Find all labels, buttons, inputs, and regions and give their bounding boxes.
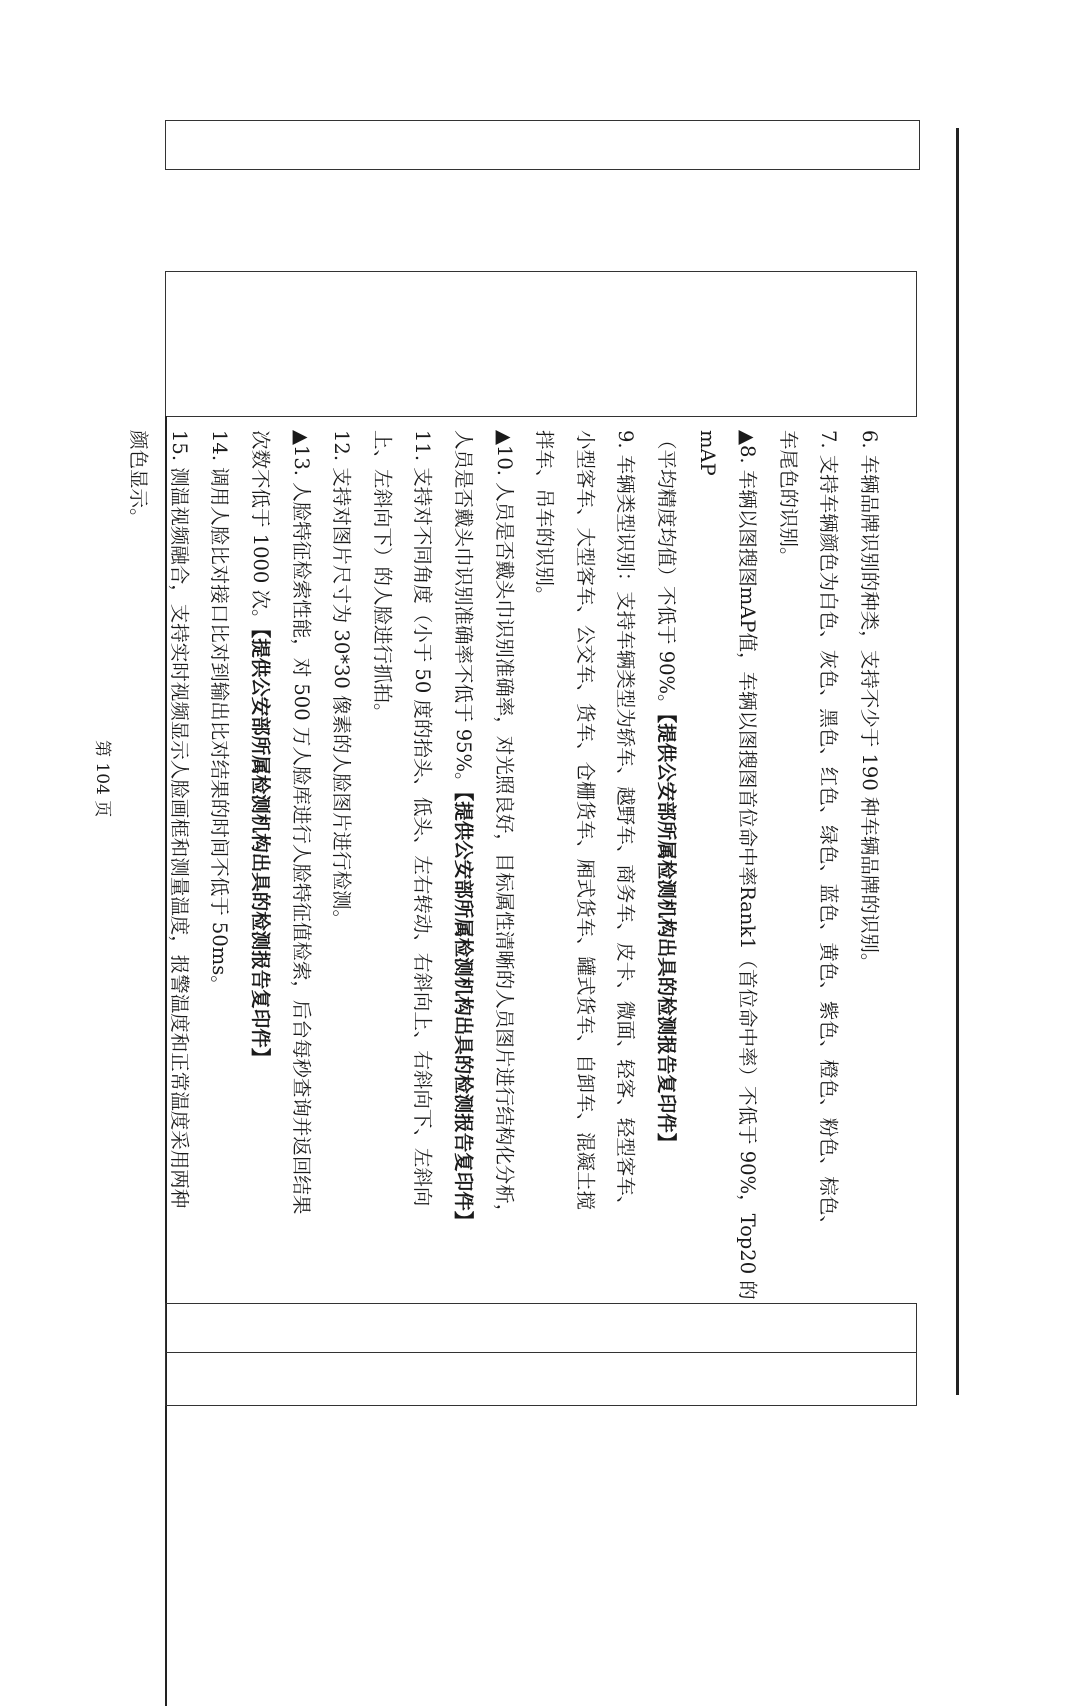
requirements-list	[127, 424, 895, 1314]
right-edge-rule	[956, 128, 959, 1395]
evidence-requirement: 【提供公安部所属检测机构出具的检测报告复印件】	[452, 791, 476, 1231]
evidence-requirement: 【提供公安部所属检测机构出具的检测报告复印件】	[655, 713, 679, 1153]
upper-empty-box	[165, 271, 917, 417]
requirement-line: 6. 车辆品牌识别的种类，支持不少于 190 种车辆品牌的识别。	[858, 430, 881, 973]
requirement-line	[645, 430, 686, 1308]
requirement-text: （平均精度均值）不低于 90%。	[655, 430, 679, 714]
requirement-line: 拌车、吊车的识别。	[533, 430, 557, 606]
requirement-line: 上、左斜向下）的人脸进行抓拍。	[370, 430, 394, 723]
page-number-text: 第 104 页	[92, 740, 112, 818]
evidence-requirement: 【提供公安部所属检测机构出具的检测报告复印件】	[249, 628, 273, 1068]
requirement-line: ▲13. 人脸特征检索性能，对 500 万人脸库进行人脸特征值检索，后台每秒查询并返回结果	[289, 430, 313, 1215]
requirement-text: 次数不低于 1000 次。	[249, 430, 273, 629]
requirement-line	[240, 430, 281, 1308]
requirement-line: 7. 支持车辆颜色为白色、灰色、黑色、红色、绿色、蓝色、黄色、紫色、橙色、粉色、棕色、	[817, 430, 841, 1235]
page-number	[82, 740, 122, 840]
requirement-line: 11. 支持对不同角度（小于 50 度的抬头、低头、左右转动、右斜向上、右斜向下、左斜向	[411, 430, 435, 1207]
requirement-line: 车尾色的识别。	[776, 430, 800, 567]
top-header-box	[165, 120, 920, 170]
rotated-text-column	[127, 424, 895, 1314]
requirement-line	[442, 430, 483, 1308]
requirement-line: 9. 车辆类型识别：支持车辆类型为轿车、越野车、商务车、皮卡、微面、轻客、轻型客车、	[614, 430, 638, 1216]
requirement-line: ▲8. 车辆以图搜图mAP值，车辆以图搜图首位命中率Rank1（首位命中率）不低于 90%，Top20 的mAP	[695, 430, 760, 1300]
requirement-text: 人员是否戴头巾识别准确率不低于 95%。	[452, 430, 476, 792]
requirement-line: ▲10. 人员是否戴头巾识别准确率，对光照良好，目标属性清晰的人员图片进行结构化分析，	[492, 430, 516, 1224]
requirement-line: 颜色显示。	[127, 430, 151, 528]
lower-table-box-2	[165, 1352, 917, 1406]
requirement-line: 小型客车、大型客车、公交车、货车、仓栅货车、厢式货车、罐式货车、自卸车、混凝土搅	[573, 430, 597, 1211]
requirement-line: 15. 测温视频融合，支持实时视频显示人脸画框和测量温度，报警温度和正常温度采用两种	[167, 430, 191, 1209]
requirement-line: 12. 支持对图片尺寸为 30*30 像素的人脸图片进行检测。	[330, 430, 354, 929]
requirement-line: 14. 调用人脸比对接口比对到输出比对结果的时间不低于 50ms。	[208, 430, 232, 995]
